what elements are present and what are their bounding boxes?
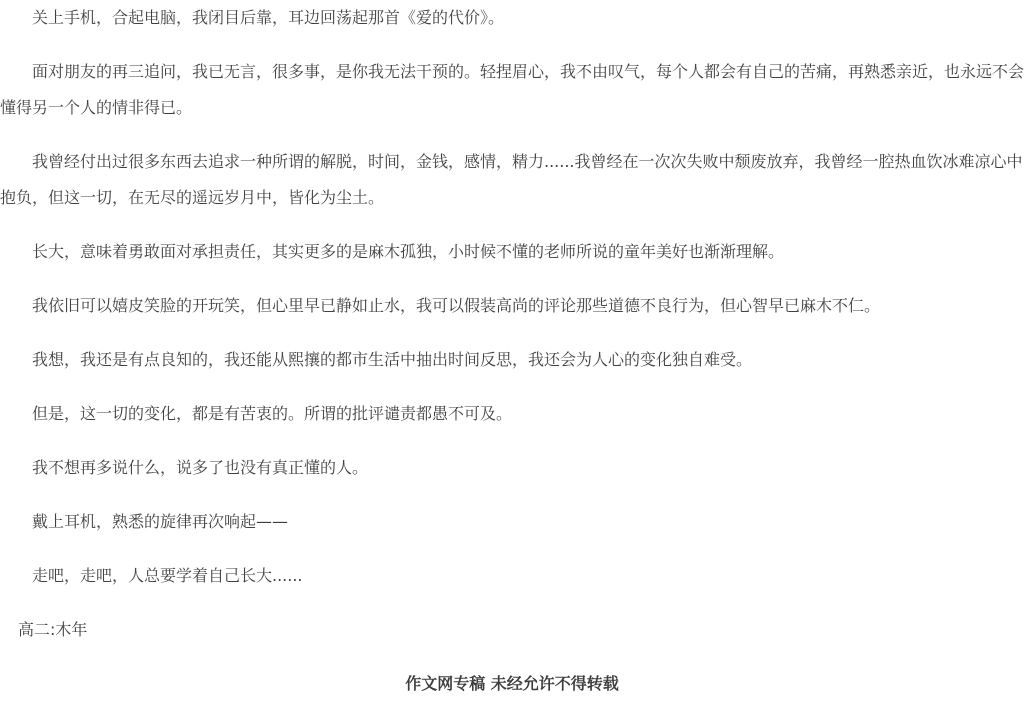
essay-paragraph: 我曾经付出过很多东西去追求一种所谓的解脱，时间，金钱，感情，精力......我曾经在一次次失败中颓废放弃，我曾经一腔热血饮冰难凉心中抱负，但这一切，在无尽的遥远岁月中，皆化为尘土。 bbox=[0, 152, 1023, 207]
essay-paragraph: 关上手机，合起电脑，我闭目后靠，耳边回荡起那首《爱的代价》。 bbox=[32, 8, 505, 27]
essay-paragraph: 我想，我还是有点良知的，我还能从熙攘的都市生活中抽出时间反思，我还会为人心的变化独自难受。 bbox=[32, 350, 753, 369]
essay-paragraph: 戴上耳机，熟悉的旋律再次响起—— bbox=[32, 512, 289, 531]
copyright-notice: 作文网专稿 未经允许不得转载 bbox=[405, 674, 619, 693]
essay-paragraph: 面对朋友的再三追问，我已无言，很多事，是你我无法干预的。轻捏眉心，我不由叹气，每个人都会有自己的苦痛，再熟悉亲近，也永远不会懂得另一个人的情非得已。 bbox=[0, 62, 1024, 117]
essay-paragraph: 我不想再多说什么，说多了也没有真正懂的人。 bbox=[32, 458, 369, 477]
essay-paragraph: 但是，这一切的变化，都是有苦衷的。所谓的批评谴责都愚不可及。 bbox=[32, 404, 513, 423]
essay-paragraph: 我依旧可以嬉皮笑脸的开玩笑，但心里早已静如止水，我可以假装高尚的评论那些道德不良行为，但心智早已麻木不仁。 bbox=[32, 296, 881, 315]
author-signature: 高二:木年 bbox=[18, 620, 88, 639]
essay-paragraph: 长大，意味着勇敢面对承担责任，其实更多的是麻木孤独，小时候不懂的老师所说的童年美好也渐渐理解。 bbox=[32, 242, 785, 261]
essay-paragraph: 走吧，走吧，人总要学着自己长大...... bbox=[32, 566, 303, 585]
